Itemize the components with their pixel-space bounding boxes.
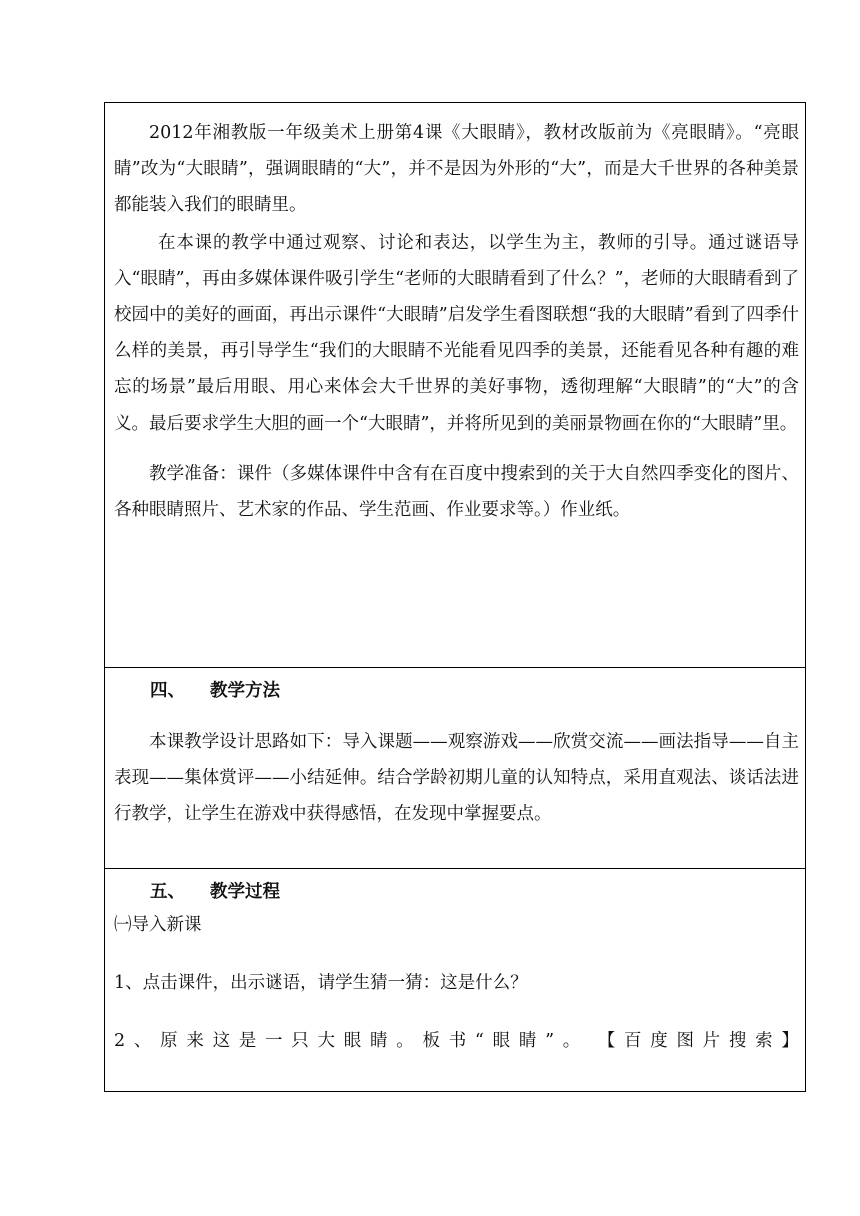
item-2-char: 【 bbox=[597, 1031, 616, 1052]
item-2-char: 眼 bbox=[492, 1031, 511, 1052]
section5-item-1: 1、点击课件，出示谜语，请学生猜一猜：这是什么？ bbox=[114, 973, 528, 994]
section5-title: 教学过程 bbox=[210, 882, 280, 902]
item-2-char: 是 bbox=[238, 1031, 257, 1052]
item-2-char: 大 bbox=[317, 1031, 336, 1052]
intro-paragraph-3: 教学准备：课件（多媒体课件中含有在百度中搜索到的关于大自然四季变化的图片、各种眼睛照片、艺术家的作品、学生范画、作业要求等。）作业纸。 bbox=[114, 463, 799, 521]
section4-paragraph: 本课教学设计思路如下：导入课题——观察游戏——欣赏交流——画法指导——自主表现——集体赏评——小结延伸。结合学龄初期儿童的认知特点，采用直观法、谈话法进行教学，让学生在游戏中获得感悟，在发现中掌握要点。 bbox=[114, 732, 799, 825]
section5-number: 五、 bbox=[150, 882, 185, 902]
item-2-char: 、 bbox=[133, 1031, 152, 1052]
item-2-char: 图 bbox=[676, 1031, 694, 1052]
item-2-char: 原 bbox=[160, 1031, 178, 1052]
item-2-char: 百 bbox=[623, 1031, 642, 1052]
item-2-char: 眼 bbox=[343, 1031, 362, 1052]
item-2-char: 书 bbox=[448, 1031, 467, 1052]
item-2-char: 一 bbox=[265, 1031, 283, 1052]
intro-paragraph-1: 2012年湘教版一年级美术上册第4课《大眼睛》，教材改版前为《亮眼睛》。“亮眼睛”改为“大眼睛”，强调眼睛的“大”，并不是因为外形的“大”，而是大千世界的各种美景都能装入我们的眼睛里。 bbox=[114, 123, 799, 216]
section4-cell bbox=[105, 668, 805, 869]
section5-item-2 bbox=[114, 1023, 799, 1059]
section4-title: 教学方法 bbox=[210, 681, 280, 701]
item-2-char: 2 bbox=[114, 1031, 126, 1052]
item-2-char: 搜 bbox=[728, 1031, 747, 1052]
item-2-char: 索 bbox=[755, 1031, 773, 1052]
section4-heading bbox=[114, 677, 799, 702]
item-2-char: 。 bbox=[562, 1031, 581, 1052]
intro-paragraph-2: 在本课的教学中通过观察、讨论和表达，以学生为主，教师的引导。通过谜语导入“眼睛”，再由多媒体课件吸引学生“老师的大眼睛看到了什么？”，老师的大眼睛看到了校园中的美好的画面，再出示课件“大眼睛”启发学生看图联想“我的大眼睛”看到了四季什么样的美景，再引导学生“我们的大眼睛不光能看见四季的美景，还能看见各种有趣的难忘的场景”最后用眼、用心来体会大千世界的美好事物，透彻理解“大眼睛”的“大”的含义。最后要求学生大胆的画一个“大眼睛”，并将所见到的美丽景物画在你的“大眼睛”里。 bbox=[114, 232, 799, 434]
item-2-char: ” bbox=[545, 1031, 555, 1052]
lesson-table bbox=[104, 102, 806, 1092]
item-2-char: “ bbox=[474, 1031, 484, 1052]
item-2-char: 睛 bbox=[369, 1031, 388, 1052]
section5-heading bbox=[114, 878, 799, 903]
section4-number: 四、 bbox=[150, 681, 185, 701]
item-2-char: 片 bbox=[702, 1031, 721, 1052]
item-2-char: 只 bbox=[291, 1031, 309, 1052]
item-2-char: 。 bbox=[396, 1031, 414, 1052]
item-2-char: 来 bbox=[186, 1031, 204, 1052]
section5-subheading: ㈠导入新课 bbox=[114, 915, 202, 935]
item-2-char: 】 bbox=[781, 1031, 799, 1052]
item-2-char: 板 bbox=[422, 1031, 440, 1052]
intro-cell bbox=[105, 103, 805, 668]
section5-cell bbox=[105, 869, 805, 1091]
item-2-char: 睛 bbox=[518, 1031, 537, 1052]
item-2-char: 这 bbox=[212, 1031, 231, 1052]
item-2-char: 度 bbox=[650, 1031, 668, 1052]
